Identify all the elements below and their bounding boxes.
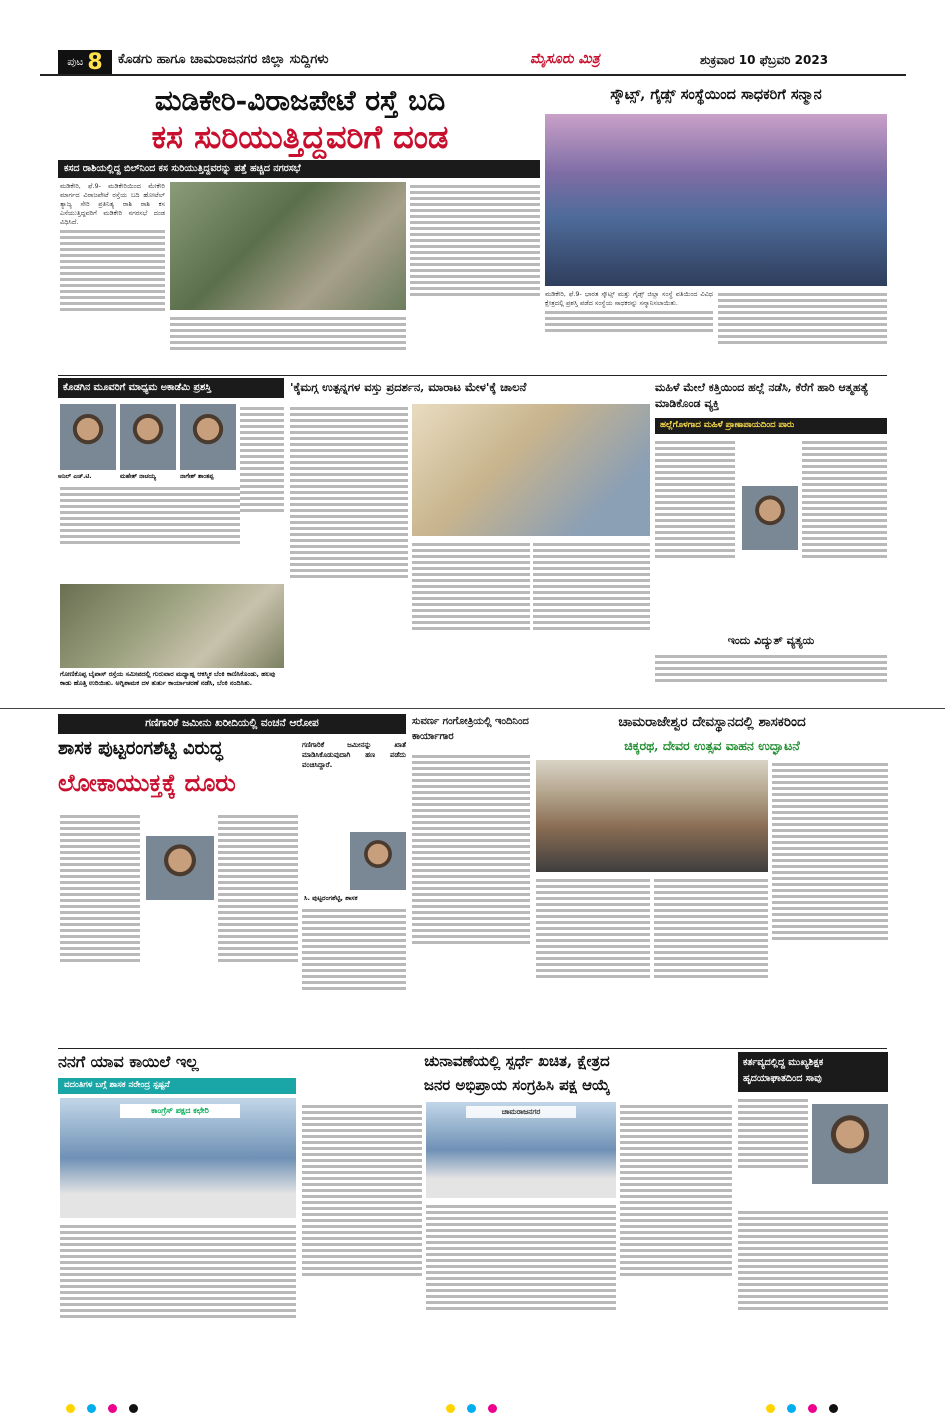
story5-body bbox=[655, 438, 735, 618]
story5-portrait bbox=[742, 486, 798, 550]
print-color-marks-center bbox=[440, 1398, 560, 1410]
story1-body-col3 bbox=[410, 182, 540, 372]
fire-caption: ಗೋಣಿಕೊಪ್ಪ ಬೈಪಾಸ್ ರಸ್ತೆಯ ಸಮೀಪದಲ್ಲಿ ಗುರುವಾರ ಮಧ್ಯಾಹ್ನ ಆಕಸ್ಮಿಕ ಬೆಂಕಿ ಕಾಣಿಸಿಕೊಂಡು, ಹಲವು ಕಾಡು ಹೊತ್ತಿ ಉರಿಯಿತು. ಅಗ್ನಿಶಾಮಕ ದಳ ತುರ್ತು ಕಾರ್ಯಾಚರಣೆ ನಡೆಸಿ, ಬೆಂಕಿ ನಂದಿಸಿತು. bbox=[60, 670, 276, 687]
story3-headline: ಕೊಡಗಿನ ಮೂವರಿಗೆ ಮಾಧ್ಯಮ ಅಕಾಡೆಮಿ ಪ್ರಶಸ್ತಿ bbox=[58, 378, 284, 398]
story3-body bbox=[60, 484, 240, 578]
page-label: ಪುಟ bbox=[67, 55, 84, 68]
story12-body-col2 bbox=[738, 1208, 888, 1372]
awardee-photo-2 bbox=[120, 404, 176, 470]
story2-headline: ಸ್ಕೌಟ್ಸ್, ಗೈಡ್ಸ್ ಸಂಸ್ಥೆಯಿಂದ ಸಾಧಕರಿಗೆ ಸನ್ಮಾನ bbox=[610, 86, 822, 103]
story10-body bbox=[60, 1222, 296, 1372]
story8-body bbox=[412, 752, 530, 1042]
story1-subhead: ಕಸದ ರಾಶಿಯಲ್ಲಿದ್ದ ಬಿಲ್‌ನಿಂದ ಕಸ ಸುರಿಯುತ್ತಿದ್ದವರನ್ನು ಪತ್ತೆ ಹಚ್ಚಿದ ನಗರಸಭೆ bbox=[58, 160, 540, 178]
awardee-photo-1 bbox=[60, 404, 116, 470]
story11-headline1: ಚುನಾವಣೆಯಲ್ಲಿ ಸ್ಪರ್ಧೆ ಖಚಿತ, ಕ್ಷೇತ್ರದ bbox=[424, 1052, 610, 1070]
story12-headline: ಕರ್ತವ್ಯದಲ್ಲಿದ್ದ ಮುಖ್ಯಶಿಕ್ಷಕ ಹೃದಯಾಘಾತದಿಂದ ಸಾವು bbox=[738, 1052, 888, 1092]
complainant-photo bbox=[146, 836, 214, 900]
story9-subhead: ಚಿಕ್ಕರಥ, ದೇವರ ಉತ್ಸವ ವಾಹನ ಉದ್ಘಾಟನೆ bbox=[624, 738, 800, 753]
story9-photo bbox=[536, 760, 768, 872]
story1-kicker: ಮಡಿಕೇರಿ-ವಿರಾಜಪೇಟೆ ರಸ್ತೆ ಬದಿ bbox=[154, 84, 446, 117]
story11-body-col2 bbox=[426, 1202, 616, 1372]
story4-body-col3 bbox=[533, 540, 650, 694]
story1-body bbox=[60, 182, 165, 372]
story10-headline: ನನಗೆ ಯಾವ ಕಾಯಿಲೆ ಇಲ್ಲ bbox=[58, 1052, 199, 1071]
story4-photo bbox=[412, 404, 650, 536]
story1-photo bbox=[170, 182, 406, 310]
print-color-marks-left bbox=[60, 1398, 260, 1410]
story4-body bbox=[290, 404, 408, 694]
story7-body bbox=[60, 812, 140, 1042]
story9-body-col3 bbox=[654, 876, 768, 1042]
story7-headline1: ಶಾಸಕ ಪುಟ್ಟರಂಗಶೆಟ್ಟಿ ವಿರುದ್ಧ bbox=[58, 738, 223, 759]
story11-body-col3 bbox=[620, 1102, 732, 1372]
story9-body bbox=[772, 760, 888, 1042]
story1-body-col2 bbox=[170, 314, 406, 372]
awardee-photo-3 bbox=[180, 404, 236, 470]
story10-subhead: ವದಂತಿಗಳ ಬಗ್ಗೆ ಶಾಸಕ ನರೇಂದ್ರ ಸ್ಪಷ್ಟನೆ bbox=[58, 1078, 296, 1094]
story9-headline: ಚಾಮರಾಜೇಶ್ವರ ದೇವಸ್ಥಾನದಲ್ಲಿ ಶಾಸಕರಿಂದ bbox=[618, 714, 806, 730]
congress-banner: ಕಾಂಗ್ರೆಸ್ ಪಕ್ಷದ ಕಛೇರಿ bbox=[120, 1104, 240, 1118]
separator bbox=[58, 375, 887, 376]
story2-photo bbox=[545, 114, 887, 286]
story10-photo bbox=[60, 1098, 296, 1218]
mla-name-caption: ಸಿ. ಪುಟ್ಟರಂಗಶೆಟ್ಟಿ, ಶಾಸಕ bbox=[304, 894, 358, 902]
page-number: 8 bbox=[87, 49, 103, 75]
awardee-name-2: ಮಹೇಶ್ ನಾಚಯ್ಯ bbox=[120, 473, 156, 480]
awardee-name-3: ನಾಗೇಶ್ ಶಾಂತಪ್ಪ bbox=[180, 473, 214, 480]
story3-body-col2 bbox=[240, 404, 284, 578]
story6-headline: ಇಂದು ವಿದ್ಯುತ್ ವ್ಯತ್ಯಯ bbox=[727, 634, 815, 647]
story12-portrait bbox=[812, 1104, 888, 1184]
separator-bottom bbox=[58, 1048, 887, 1049]
story5-body-col2 bbox=[802, 438, 887, 618]
story6-body bbox=[655, 652, 887, 696]
awardee-name-1: ಅನಿಲ್ ಎಚ್.ಟಿ. bbox=[58, 473, 92, 480]
story1-headline: ಕಸ ಸುರಿಯುತ್ತಿದ್ದವರಿಗೆ ದಂಡ bbox=[151, 118, 449, 156]
story2-body bbox=[545, 290, 713, 372]
story7-headline2: ಲೋಕಾಯುಕ್ತಕ್ಕೆ ದೂರು bbox=[58, 768, 236, 797]
story5-headline: ಮಹಿಳೆ ಮೇಲೆ ಕತ್ತಿಯಿಂದ ಹಲ್ಲೆ ನಡೆಸಿ, ಕೆರೆಗೆ ಹಾರಿ ಆತ್ಮಹತ್ಯೆ ಮಾಡಿಕೊಂಡ ವ್ಯಕ್ತಿ bbox=[655, 381, 869, 410]
story11-photo-banner: ಚಾಮರಾಜನಗರ bbox=[466, 1106, 576, 1118]
story7-body-col3 bbox=[302, 906, 406, 1042]
story7-kicker: ಗಣಿಗಾರಿಕೆ ಜಮೀನು ಖರೀದಿಯಲ್ಲಿ ವಂಚನೆ ಆರೋಪ bbox=[58, 714, 406, 734]
page-number-badge bbox=[58, 50, 112, 74]
paper-name: ಮೈಸೂರು ಮಿತ್ರ bbox=[530, 51, 600, 67]
story1-body-text: ಮಡಿಕೇರಿ, ಫೆ.9- ಮಡಿಕೇರಿಯಿಂದ ಮೇಕೇರಿ ಮಾರ್ಗದ ವಿರಾಜಪೇಟೆ ರಸ್ತೆಯ ಬದಿ ಹೋಟೆಲ್ ತ್ಯಾಜ್ಯ ಸೇರಿ ಪ್ರತಿನಿತ್ಯ ರಾಶಿ ರಾಶಿ ಕಸ ಎಸೆಯುತ್ತಿದ್ದವರಿಗೆ ಮಡಿಕೇರಿ ನಗರಸಭೆ ದಂಡ ವಿಧಿಸಿದೆ. bbox=[60, 182, 165, 226]
story4-body-col2 bbox=[412, 540, 530, 694]
mla-photo bbox=[350, 832, 406, 890]
section-title: ಕೊಡಗು ಹಾಗೂ ಚಾಮರಾಜನಗರ ಜಿಲ್ಲಾ ಸುದ್ದಿಗಳು bbox=[118, 52, 329, 67]
story4-headline: 'ಕೈಮಗ್ಗ ಉತ್ಪನ್ನಗಳ ವಸ್ತು ಪ್ರದರ್ಶನ, ಮಾರಾಟ ಮೇಳ'ಕ್ಕೆ ಚಾಲನೆ bbox=[290, 380, 527, 394]
print-color-marks-right bbox=[760, 1398, 900, 1410]
story7-pull-quote: ಗಣಿಗಾರಿಕೆ ಜಮೀನನ್ನು ಖಾತೆ ಮಾಡಿಸಿಕೊಡುವುದಾಗಿ ಹಣ ಪಡೆದು ವಂಚಿಸಿದ್ದಾರೆ. bbox=[302, 741, 406, 769]
story9-body-col2 bbox=[536, 876, 650, 1042]
fire-photo bbox=[60, 584, 284, 668]
issue-date: ಶುಕ್ರವಾರ 10 ಫೆಬ್ರವರಿ 2023 bbox=[700, 53, 829, 67]
story2-body-col2 bbox=[718, 290, 887, 372]
story11-headline2: ಜನರ ಅಭಿಪ್ರಾಯ ಸಂಗ್ರಹಿಸಿ ಪಕ್ಷ ಆಯ್ಕೆ bbox=[423, 1076, 611, 1094]
story12-body bbox=[738, 1096, 808, 1206]
story5-subhead: ಹಲ್ಲೆಗೊಳಗಾದ ಮಹಿಳೆ ಪ್ರಾಣಾಪಾಯದಿಂದ ಪಾರು bbox=[655, 418, 887, 434]
page-fold-line bbox=[0, 708, 945, 709]
story11-body bbox=[302, 1102, 422, 1372]
story11-photo bbox=[426, 1102, 616, 1198]
story2-body-text: ಮಡಿಕೇರಿ, ಫೆ.9- ಭಾರತ ಸ್ಕೌಟ್ಸ್ ಮತ್ತು ಗೈಡ್ಸ್ ಜಿಲ್ಲಾ ಸಂಸ್ಥೆ ವತಿಯಿಂದ ವಿವಿಧ ಕ್ಷೇತ್ರದಲ್ಲಿ ಪ್ರಶಸ್ತಿ ಪಡೆದ ಸಂಸ್ಥೆಯ ಸಾಧಕರನ್ನು ಸನ್ಮಾನಿಸಲಾಯಿತು. bbox=[545, 290, 713, 307]
story7-body-col2 bbox=[218, 812, 298, 1042]
story8-headline: ಸುವರ್ಣ ಗಂಗೋತ್ರಿಯಲ್ಲಿ ಇಂದಿನಿಂದ ಕಾರ್ಯಾಗಾರ bbox=[412, 716, 529, 742]
